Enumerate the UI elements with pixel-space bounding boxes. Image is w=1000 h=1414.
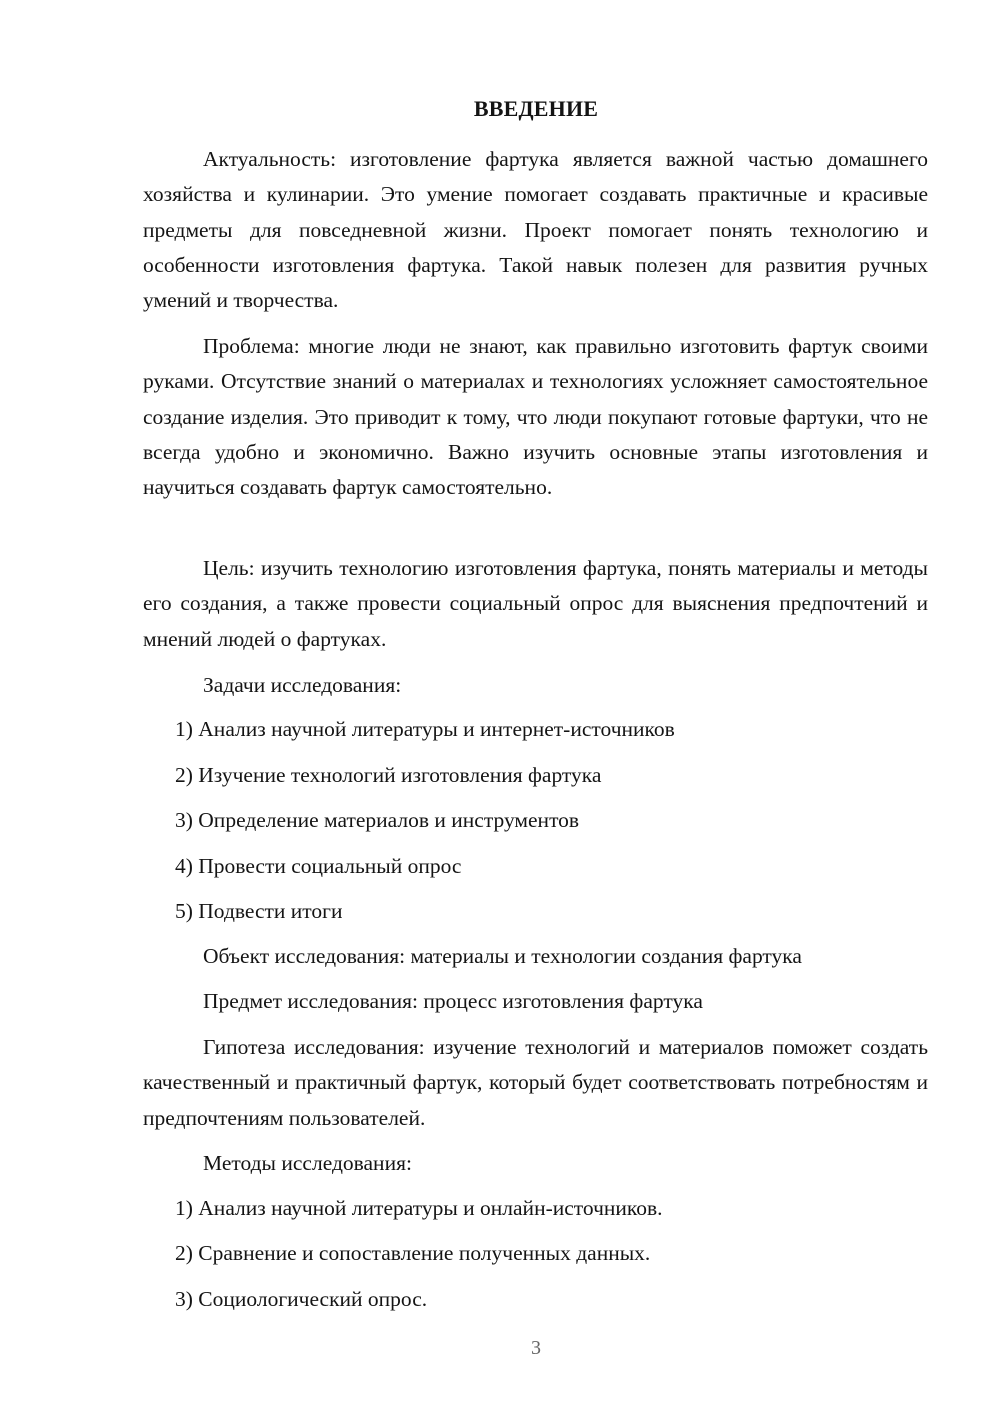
methods-heading: Методы исследования: [203, 1151, 412, 1175]
task-item-3: 3) Определение материалов и инструментов [175, 808, 580, 832]
relevance-paragraph: Актуальность: изготовление фартука является важной частью домашнего хозяйства и кулинарии. Это умение помогает создавать практичные и красивые предметы для повседневной жизни. Проект помогает понять технологию и особенности изготовления фартука. Такой навык полезен для развития ручных умений и творчества. [143, 147, 928, 313]
tasks-heading: Задачи исследования: [203, 673, 402, 697]
page-number: 3 [531, 1337, 541, 1359]
research-object: Объект исследования: материалы и технологии создания фартука [203, 944, 802, 968]
page-title: ВВЕДЕНИЕ [473, 96, 599, 121]
method-item-2: 2) Сравнение и сопоставление полученных данных. [175, 1241, 651, 1265]
task-item-4: 4) Провести социальный опрос [175, 854, 462, 878]
problem-paragraph: Проблема: многие люди не знают, как правильно изготовить фартук своими руками. Отсутствие знаний о материалах и технологиях усложняет самостоятельное создание изделия. Это приводит к тому, что люди покупают готовые фартуки, что не всегда удобно и экономично. Важно изучить основные этапы изготовления и научиться создавать фартук самостоятельно. [143, 334, 928, 500]
method-item-3: 3) Социологический опрос. [175, 1287, 428, 1311]
task-item-1: 1) Анализ научной литературы и интернет-источников [175, 717, 675, 741]
task-item-5: 5) Подвести итоги [175, 899, 343, 923]
hypothesis-paragraph: Гипотеза исследования: изучение технологий и материалов поможет создать качественный и практичный фартук, который будет соответствовать потребностям и предпочтениям пользователей. [143, 1035, 928, 1130]
task-item-2: 2) Изучение технологий изготовления фартука [175, 763, 602, 787]
method-item-1: 1) Анализ научной литературы и онлайн-источников. [175, 1196, 663, 1220]
research-subject: Предмет исследования: процесс изготовления фартука [203, 989, 703, 1013]
goal-paragraph: Цель: изучить технологию изготовления фартука, понять материалы и методы его создания, а также провести социальный опрос для выяснения предпочтений и мнений людей о фартуках. [143, 556, 928, 651]
